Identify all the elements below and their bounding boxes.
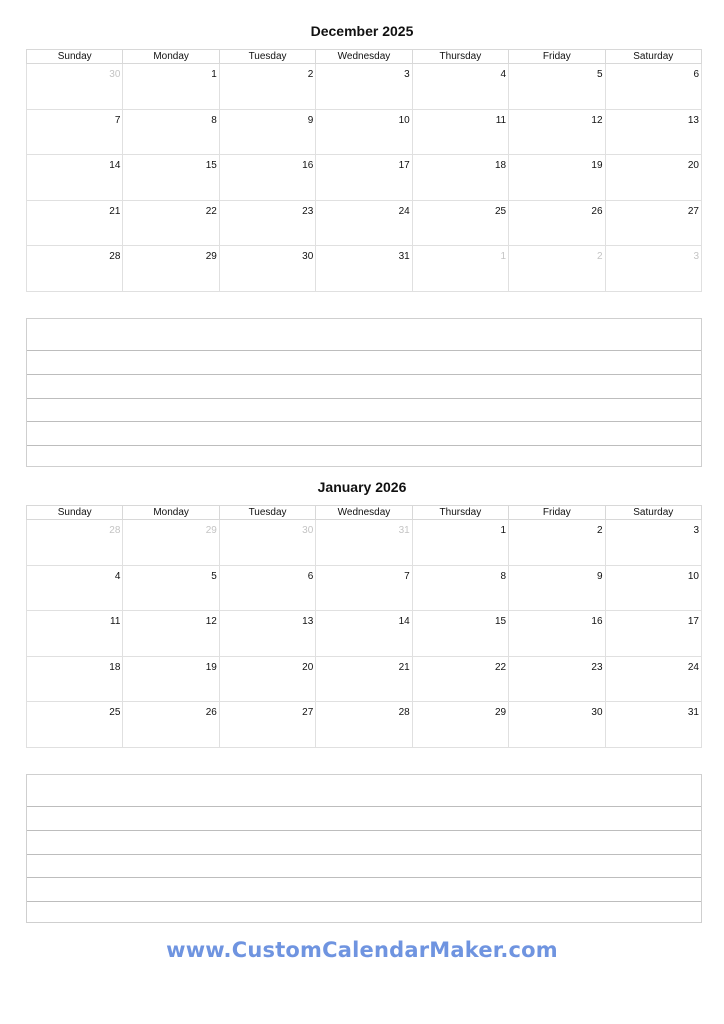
day-number: 22 (205, 205, 217, 217)
weekday-saturday: Saturday (605, 50, 701, 64)
day-cell[interactable] (219, 155, 315, 201)
day-number: 24 (687, 661, 699, 673)
day-cell[interactable] (123, 246, 219, 292)
day-cell[interactable] (605, 155, 701, 201)
day-number: 28 (398, 707, 410, 718)
day-cell[interactable] (123, 565, 219, 611)
day-number: 14 (109, 160, 121, 171)
day-cell[interactable] (605, 109, 701, 155)
day-number: 3 (693, 525, 699, 536)
week-row (27, 155, 702, 201)
week-row (27, 520, 702, 566)
day-number: 1 (500, 251, 507, 262)
day-cell[interactable] (412, 565, 508, 611)
day-number: 26 (591, 205, 603, 217)
day-number: 9 (307, 114, 314, 126)
day-number: 14 (398, 616, 410, 627)
day-cell[interactable] (509, 565, 605, 611)
day-cell[interactable] (123, 109, 219, 155)
day-number: 3 (693, 251, 699, 262)
day-cell[interactable] (412, 64, 508, 110)
weekday-friday: Friday (509, 506, 605, 520)
day-number: 7 (114, 114, 121, 126)
day-number: 29 (494, 707, 507, 718)
weekday-wednesday: Wednesday (316, 50, 412, 64)
day-cell[interactable] (219, 520, 315, 566)
day-cell[interactable] (412, 520, 508, 566)
day-cell[interactable] (219, 200, 315, 246)
week-row (27, 64, 702, 110)
weekday-wednesday: Wednesday (316, 506, 412, 520)
day-cell[interactable] (316, 246, 412, 292)
day-cell[interactable] (27, 109, 123, 155)
day-number: 30 (109, 69, 121, 80)
day-cell[interactable] (123, 702, 219, 748)
footer-website-link[interactable]: www.CustomCalendarMaker.com (166, 938, 558, 962)
day-cell[interactable] (605, 611, 701, 657)
weekday-friday: Friday (509, 50, 605, 64)
day-number: 31 (398, 525, 410, 536)
day-number: 20 (302, 661, 314, 673)
day-number: 17 (398, 160, 410, 171)
day-cell[interactable] (27, 520, 123, 566)
day-cell[interactable] (509, 200, 605, 246)
day-cell[interactable] (219, 611, 315, 657)
day-cell[interactable] (219, 702, 315, 748)
day-cell[interactable] (412, 109, 508, 155)
week-row (27, 109, 702, 155)
day-number: 28 (109, 251, 121, 262)
day-number: 6 (307, 570, 314, 582)
day-number: 25 (109, 707, 121, 718)
day-number: 15 (494, 616, 507, 627)
calendar-january (26, 505, 702, 748)
day-cell[interactable] (316, 565, 412, 611)
day-cell[interactable] (27, 155, 123, 201)
day-cell[interactable] (123, 200, 219, 246)
day-number: 12 (591, 114, 603, 126)
day-cell[interactable] (412, 656, 508, 702)
day-number: 16 (591, 616, 603, 627)
day-number: 10 (687, 570, 699, 582)
day-cell[interactable] (123, 64, 219, 110)
day-number: 30 (302, 251, 314, 262)
note-line (27, 854, 701, 855)
day-cell[interactable] (605, 520, 701, 566)
day-cell[interactable] (27, 702, 123, 748)
day-cell[interactable] (219, 64, 315, 110)
day-number: 2 (596, 525, 603, 536)
day-cell[interactable] (316, 155, 412, 201)
day-number: 23 (591, 661, 603, 673)
day-cell[interactable] (316, 702, 412, 748)
day-cell[interactable] (316, 64, 412, 110)
note-line (27, 398, 701, 399)
day-number: 11 (495, 114, 507, 126)
day-number: 10 (398, 114, 410, 126)
day-cell[interactable] (605, 656, 701, 702)
weekday-header (27, 50, 702, 64)
day-number: 20 (687, 160, 699, 171)
day-cell[interactable] (316, 611, 412, 657)
week-row (27, 246, 702, 292)
day-number: 30 (302, 525, 314, 536)
day-number: 18 (109, 661, 121, 673)
note-line (27, 901, 701, 902)
weekday-monday: Monday (123, 506, 219, 520)
day-number: 12 (205, 616, 217, 627)
weekday-thursday: Thursday (412, 50, 508, 64)
day-number: 5 (596, 69, 603, 80)
day-cell[interactable] (509, 109, 605, 155)
day-cell[interactable] (509, 656, 605, 702)
week-row (27, 565, 702, 611)
day-number: 24 (398, 205, 410, 217)
day-cell[interactable] (219, 656, 315, 702)
day-number: 4 (114, 570, 121, 582)
day-cell[interactable] (412, 611, 508, 657)
day-cell[interactable] (27, 200, 123, 246)
day-cell[interactable] (509, 611, 605, 657)
week-row (27, 702, 702, 748)
weekday-saturday: Saturday (605, 506, 701, 520)
day-cell[interactable] (605, 565, 701, 611)
day-number: 2 (307, 69, 314, 80)
day-number: 19 (205, 661, 217, 673)
note-line (27, 445, 701, 446)
day-cell[interactable] (123, 656, 219, 702)
day-cell[interactable] (509, 246, 605, 292)
day-number: 25 (494, 205, 507, 217)
day-cell[interactable] (412, 155, 508, 201)
day-cell[interactable] (412, 200, 508, 246)
week-row (27, 200, 702, 246)
day-number: 23 (302, 205, 314, 217)
day-number: 28 (109, 525, 121, 536)
day-cell[interactable] (27, 64, 123, 110)
day-number: 16 (302, 160, 314, 171)
week-row (27, 611, 702, 657)
day-number: 1 (500, 525, 507, 536)
day-cell[interactable] (219, 565, 315, 611)
day-cell[interactable] (509, 520, 605, 566)
weekday-sunday: Sunday (27, 506, 123, 520)
day-cell[interactable] (316, 200, 412, 246)
day-number: 6 (693, 69, 699, 80)
day-cell[interactable] (605, 200, 701, 246)
day-number: 31 (687, 707, 699, 718)
day-number: 5 (211, 570, 217, 582)
note-line (27, 806, 701, 807)
notes-box-january[interactable] (26, 774, 702, 923)
day-cell[interactable] (27, 565, 123, 611)
day-cell[interactable] (219, 246, 315, 292)
day-number: 26 (205, 707, 217, 718)
day-number: 7 (404, 570, 410, 582)
note-line (27, 350, 701, 351)
day-number: 4 (500, 69, 507, 80)
weekday-sunday: Sunday (27, 50, 123, 64)
day-number: 21 (398, 661, 410, 673)
note-line (27, 374, 701, 375)
day-cell[interactable] (27, 656, 123, 702)
day-cell[interactable] (316, 109, 412, 155)
day-cell[interactable] (219, 109, 315, 155)
weekday-thursday: Thursday (412, 506, 508, 520)
day-number: 27 (302, 707, 314, 718)
day-cell[interactable] (27, 246, 123, 292)
note-line (27, 830, 701, 831)
month-title-january: January 2026 (317, 479, 407, 495)
day-number: 2 (596, 251, 603, 262)
day-number: 11 (110, 616, 121, 627)
day-number: 27 (687, 205, 699, 217)
day-number: 8 (211, 114, 217, 126)
day-number: 1 (211, 69, 217, 80)
day-number: 29 (205, 525, 217, 536)
weekday-header (27, 506, 702, 520)
day-number: 22 (494, 661, 507, 673)
day-cell[interactable] (605, 64, 701, 110)
day-number: 29 (205, 251, 217, 262)
weekday-tuesday: Tuesday (219, 50, 315, 64)
weekday-monday: Monday (123, 50, 219, 64)
day-number: 21 (109, 205, 121, 217)
day-cell[interactable] (605, 702, 701, 748)
day-number: 8 (500, 570, 507, 582)
day-cell[interactable] (605, 246, 701, 292)
calendar-december (26, 49, 702, 292)
month-title-december: December 2025 (310, 23, 414, 39)
day-number: 15 (205, 160, 217, 171)
day-number: 18 (494, 160, 507, 171)
day-number: 30 (591, 707, 603, 718)
day-cell[interactable] (412, 246, 508, 292)
day-cell[interactable] (27, 611, 123, 657)
day-cell[interactable] (412, 702, 508, 748)
note-line (27, 421, 701, 422)
day-cell[interactable] (509, 702, 605, 748)
day-cell[interactable] (123, 155, 219, 201)
note-line (27, 877, 701, 878)
day-cell[interactable] (123, 520, 219, 566)
day-number: 19 (591, 160, 603, 171)
day-cell[interactable] (509, 155, 605, 201)
day-number: 9 (596, 570, 603, 582)
day-number: 13 (302, 616, 314, 627)
day-number: 13 (687, 114, 699, 126)
day-cell[interactable] (316, 656, 412, 702)
weekday-tuesday: Tuesday (219, 506, 315, 520)
day-number: 17 (687, 616, 699, 627)
day-cell[interactable] (123, 611, 219, 657)
day-number: 31 (398, 251, 410, 262)
day-cell[interactable] (316, 520, 412, 566)
day-cell[interactable] (509, 64, 605, 110)
notes-box-december[interactable] (26, 318, 702, 467)
week-row (27, 656, 702, 702)
day-number: 3 (404, 69, 410, 80)
